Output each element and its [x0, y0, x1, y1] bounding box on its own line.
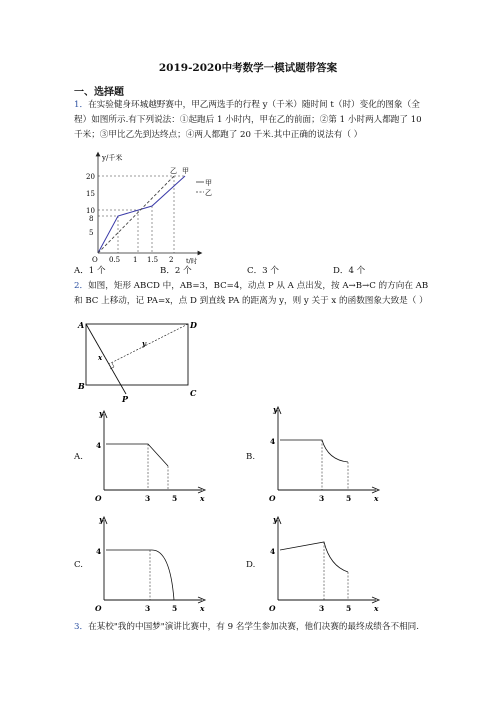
x-3-label: 3 [319, 494, 325, 503]
label-yi-end: 乙 [170, 167, 177, 175]
point-p: P [122, 394, 129, 404]
origin-label: O [95, 604, 102, 613]
x-3-label: 3 [319, 604, 325, 613]
line-pa [86, 324, 126, 394]
vertex-d: D [190, 320, 197, 330]
question-1-number: 1． [74, 100, 89, 110]
vertex-b: B [78, 381, 85, 391]
q2-option-d-graph[interactable] [264, 514, 388, 614]
curve [280, 440, 348, 462]
x-tick-2: 2 [169, 256, 174, 264]
question-3-line-1 [74, 620, 419, 635]
q1-distance-time-graph [78, 148, 228, 266]
question-2-line-2: 和 BC 上移动，记 PA=x，点 D 到直线 PA 的距离为 y，则 y 关于 x 的函数图象大致是（ ） [74, 296, 428, 306]
y-label: y [273, 405, 278, 414]
y-tick-5: 5 [89, 229, 94, 237]
curve [106, 444, 168, 466]
y-label: y [99, 515, 104, 524]
question-1-line-3: 千米；③甲比乙先到达终点；④两人都跑了 20 千米.其中正确的说法有（ ） [74, 130, 363, 140]
origin-label: O [95, 494, 102, 503]
q2-option-d-label[interactable]: D. [246, 560, 256, 570]
question-1-line-2: 程）如图所示.有下列说法：①起跑后 1 小时内，甲在乙的前面；②第 1 小时两人都跑了 10 [74, 115, 422, 125]
label-x: x [98, 353, 103, 362]
question-3-number: 3． [74, 622, 89, 632]
origin-label: O [269, 494, 276, 503]
x-5-label: 5 [172, 604, 178, 613]
curve [280, 542, 348, 572]
x-5-label: 5 [346, 604, 352, 613]
origin-label: O [92, 256, 98, 264]
q2-option-b-graph[interactable] [264, 404, 388, 504]
question-2-text-1: 如图，矩形 ABCD 中，AB=3，BC=4，动点 P 从 A 点出发，按 A→B→C 的方向在 AB [88, 281, 429, 291]
question-1-line-1 [74, 98, 420, 113]
question-2-line-1 [74, 279, 428, 294]
curve [106, 550, 174, 600]
q1-option-b[interactable]: B．2 个 [160, 266, 192, 276]
y-axis-label: y/千米 [102, 154, 123, 162]
q2-option-b-label[interactable]: B. [246, 452, 256, 462]
series-jia-line [98, 176, 185, 253]
y-label: y [273, 515, 278, 524]
y-4-label: 4 [270, 547, 276, 556]
q2-option-c-graph[interactable] [90, 514, 214, 614]
x-label: x [200, 604, 205, 613]
vertex-a: A [78, 320, 85, 330]
x-tick-1.5: 1.5 [147, 256, 159, 264]
q2-option-a-label[interactable]: A. [74, 452, 83, 462]
y-4-label: 4 [96, 547, 102, 556]
label-y: y [142, 339, 147, 348]
x-label: x [200, 494, 205, 503]
question-3-text-1: 在某校"我的中国梦"演讲比赛中，有 9 名学生参加决赛，他们决赛的最终成绩各不相同. [88, 622, 420, 632]
x-tick-1: 1 [133, 256, 138, 264]
vertex-c: C [190, 388, 197, 398]
y-tick-20: 20 [86, 173, 95, 181]
perpendicular-dy [109, 324, 188, 364]
page-title: 2019-2020中考数学一模试题带答案 [158, 62, 338, 74]
x-label: x [374, 494, 379, 503]
y-4-label: 4 [96, 441, 102, 450]
question-2-number: 2． [74, 281, 89, 291]
y-tick-15: 15 [86, 190, 95, 198]
series-yi-line [98, 176, 174, 253]
label-jia-end: 甲 [182, 167, 189, 175]
x-5-label: 5 [172, 494, 178, 503]
x-tick-0.5: 0.5 [109, 256, 121, 264]
x-axis-label: t/时 [186, 257, 198, 265]
y-tick-10: 10 [86, 207, 95, 215]
q1-option-d[interactable]: D．4 个 [333, 266, 366, 276]
x-label: x [374, 604, 379, 613]
q1-option-a[interactable]: A．1 个 [74, 266, 106, 276]
x-3-label: 3 [145, 604, 151, 613]
q1-option-c[interactable]: C．3 个 [247, 266, 279, 276]
q2-option-c-label[interactable]: C. [74, 560, 84, 570]
y-label: y [99, 409, 104, 418]
y-4-label: 4 [270, 437, 276, 446]
legend-yi: 乙 [205, 189, 212, 197]
q2-option-a-graph[interactable] [90, 408, 214, 504]
origin-label: O [269, 604, 276, 613]
question-1-text-1: 在实验健身环城越野赛中，甲乙两选手的行程 y（千米）随时间 t（时）变化的图象（全 [88, 100, 420, 110]
section-header: 一、选择题 [74, 87, 124, 98]
legend-jia: 甲 [205, 179, 212, 187]
y-tick-8: 8 [89, 215, 94, 223]
x-3-label: 3 [145, 494, 151, 503]
q2-rectangle-figure [76, 318, 200, 404]
x-5-label: 5 [346, 494, 352, 503]
